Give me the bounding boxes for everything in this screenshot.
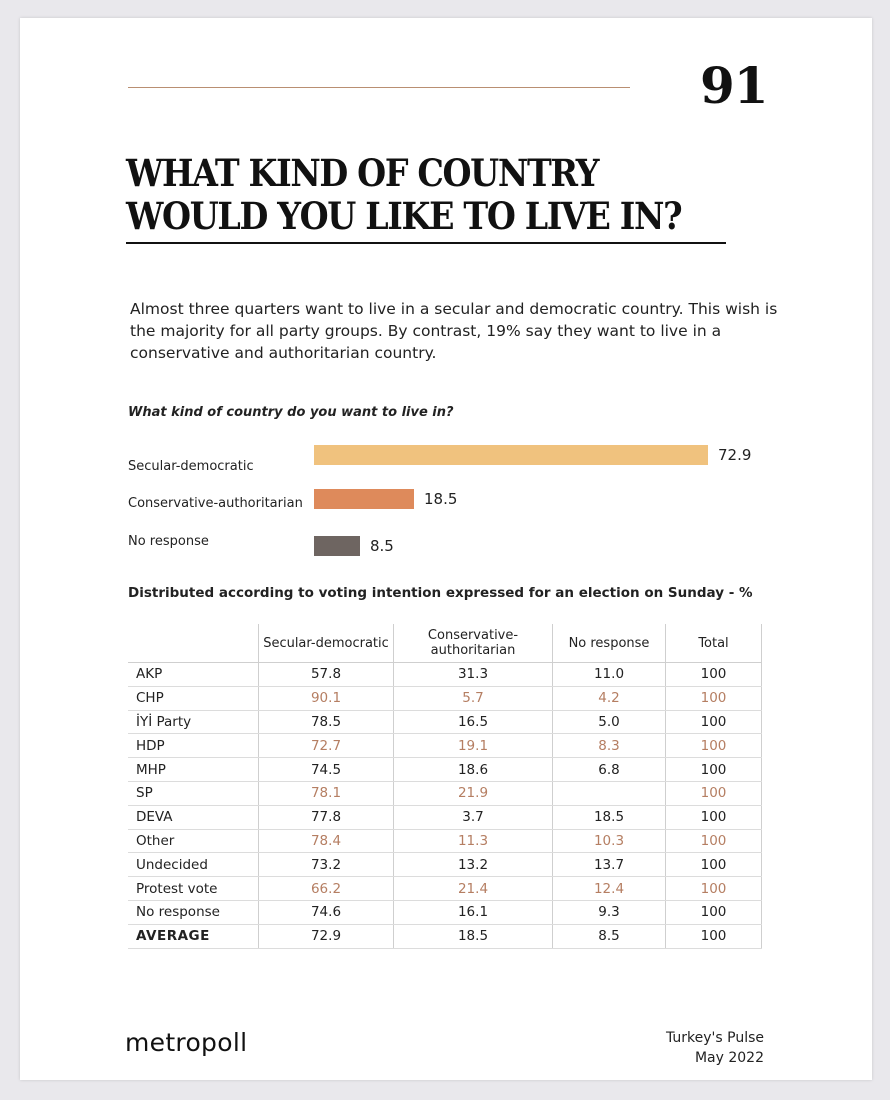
table-cell: 78.5 xyxy=(259,710,394,734)
row-label: AVERAGE xyxy=(128,924,259,948)
table-cell: 13.2 xyxy=(394,853,553,877)
row-label: Protest vote xyxy=(128,877,259,901)
title-line-1: WHAT KIND OF COUNTRY xyxy=(126,151,599,195)
table-cell: 10.3 xyxy=(553,829,666,853)
table-row xyxy=(128,853,762,877)
table-cell: 13.7 xyxy=(553,853,666,877)
row-label: Other xyxy=(128,829,259,853)
row-label: HDP xyxy=(128,734,259,758)
table-cell: 72.7 xyxy=(259,734,394,758)
bar-0 xyxy=(314,445,708,465)
table-cell: 18.5 xyxy=(394,924,553,948)
table-cell: 100 xyxy=(666,663,762,687)
table-cell: 100 xyxy=(666,853,762,877)
table-cell: 18.6 xyxy=(394,758,553,782)
header-secular-democratic: Secular-democratic xyxy=(259,624,394,663)
table-row xyxy=(128,710,762,734)
header-rule xyxy=(128,87,630,88)
table-cell: 77.8 xyxy=(259,805,394,829)
table-row xyxy=(128,829,762,853)
row-label: Undecided xyxy=(128,853,259,877)
report-page xyxy=(20,18,872,1080)
table-cell: 5.7 xyxy=(394,686,553,710)
table-row xyxy=(128,758,762,782)
table-caption: Distributed according to voting intention expressed for an election on Sunday - % xyxy=(128,585,753,601)
table-cell: 19.1 xyxy=(394,734,553,758)
table-cell: 74.5 xyxy=(259,758,394,782)
intro-paragraph: Almost three quarters want to live in a secular and democratic country. This wish is the majority for all party groups. By contrast, 19% say they want to live in a conservative and authoritarian country. xyxy=(130,300,778,362)
table-cell: 100 xyxy=(666,877,762,901)
title-line-2: WOULD YOU LIKE TO LIVE IN? xyxy=(126,194,682,238)
title-underline xyxy=(126,242,726,244)
row-label: DEVA xyxy=(128,805,259,829)
table-cell: 72.9 xyxy=(259,924,394,948)
table-cell: 100 xyxy=(666,710,762,734)
table-row xyxy=(128,924,762,948)
table-row xyxy=(128,805,762,829)
header-party xyxy=(128,624,259,663)
footer-info xyxy=(666,1028,764,1068)
table-cell: 57.8 xyxy=(259,663,394,687)
table-cell: 12.4 xyxy=(553,877,666,901)
row-label: CHP xyxy=(128,686,259,710)
table-row xyxy=(128,734,762,758)
bar-label-1: Conservative-authoritarian xyxy=(128,496,303,511)
chart-title: What kind of country do you want to live in? xyxy=(128,405,454,420)
table-cell: 16.5 xyxy=(394,710,553,734)
table-cell: 100 xyxy=(666,924,762,948)
page-title xyxy=(126,152,684,238)
table-cell: 90.1 xyxy=(259,686,394,710)
header-no-response: No response xyxy=(553,624,666,663)
table-cell: 6.8 xyxy=(553,758,666,782)
table-cell: 100 xyxy=(666,829,762,853)
table-cell: 21.9 xyxy=(394,781,553,805)
bar-1 xyxy=(314,489,414,509)
bar-2 xyxy=(314,536,360,556)
table-cell: 100 xyxy=(666,734,762,758)
table-cell: 78.4 xyxy=(259,829,394,853)
table-cell: 100 xyxy=(666,900,762,924)
bar-label-0: Secular-democratic xyxy=(128,459,254,474)
bar-value-1: 18.5 xyxy=(423,490,458,508)
table-cell: 16.1 xyxy=(394,900,553,924)
footer-publication: Turkey's Pulse xyxy=(665,1030,764,1046)
table-cell: 21.4 xyxy=(394,877,553,901)
table-cell: 31.3 xyxy=(394,663,553,687)
table-cell: 8.5 xyxy=(553,924,666,948)
header-conservative-authoritarian xyxy=(394,624,553,663)
row-label: MHP xyxy=(128,758,259,782)
table-row xyxy=(128,877,762,901)
header-conservative-authoritarian-text: Conservative-authoritarian xyxy=(427,628,519,658)
table-cell xyxy=(553,781,666,805)
table-cell: 100 xyxy=(666,781,762,805)
table-cell: 100 xyxy=(666,805,762,829)
table-cell: 66.2 xyxy=(259,877,394,901)
page-number: 91 xyxy=(700,56,768,115)
table-cell: 100 xyxy=(666,758,762,782)
table-body xyxy=(128,663,762,949)
table-cell: 73.2 xyxy=(259,853,394,877)
table-cell: 74.6 xyxy=(259,900,394,924)
table-row xyxy=(128,686,762,710)
table-row xyxy=(128,663,762,687)
table-row xyxy=(128,781,762,805)
distribution-table xyxy=(128,624,762,949)
table-cell: 78.1 xyxy=(259,781,394,805)
row-label: İYİ Party xyxy=(128,710,259,734)
row-label: SP xyxy=(128,781,259,805)
row-label: AKP xyxy=(128,663,259,687)
header-total: Total xyxy=(666,624,762,663)
table-cell: 4.2 xyxy=(553,686,666,710)
bar-label-2: No response xyxy=(128,534,209,549)
table-cell: 9.3 xyxy=(553,900,666,924)
table-cell: 18.5 xyxy=(553,805,666,829)
table-row xyxy=(128,900,762,924)
table-cell: 11.3 xyxy=(394,829,553,853)
table-header-row xyxy=(128,624,762,663)
bar-value-2: 8.5 xyxy=(369,537,394,555)
table-cell: 3.7 xyxy=(394,805,553,829)
footer-date: May 2022 xyxy=(694,1050,764,1066)
row-label: No response xyxy=(128,900,259,924)
bar-value-0: 72.9 xyxy=(718,446,752,464)
table-cell: 100 xyxy=(666,686,762,710)
table-cell: 8.3 xyxy=(553,734,666,758)
table-cell: 11.0 xyxy=(553,663,666,687)
metropoll-logo: metropoll xyxy=(125,1028,248,1057)
table-cell: 5.0 xyxy=(553,710,666,734)
